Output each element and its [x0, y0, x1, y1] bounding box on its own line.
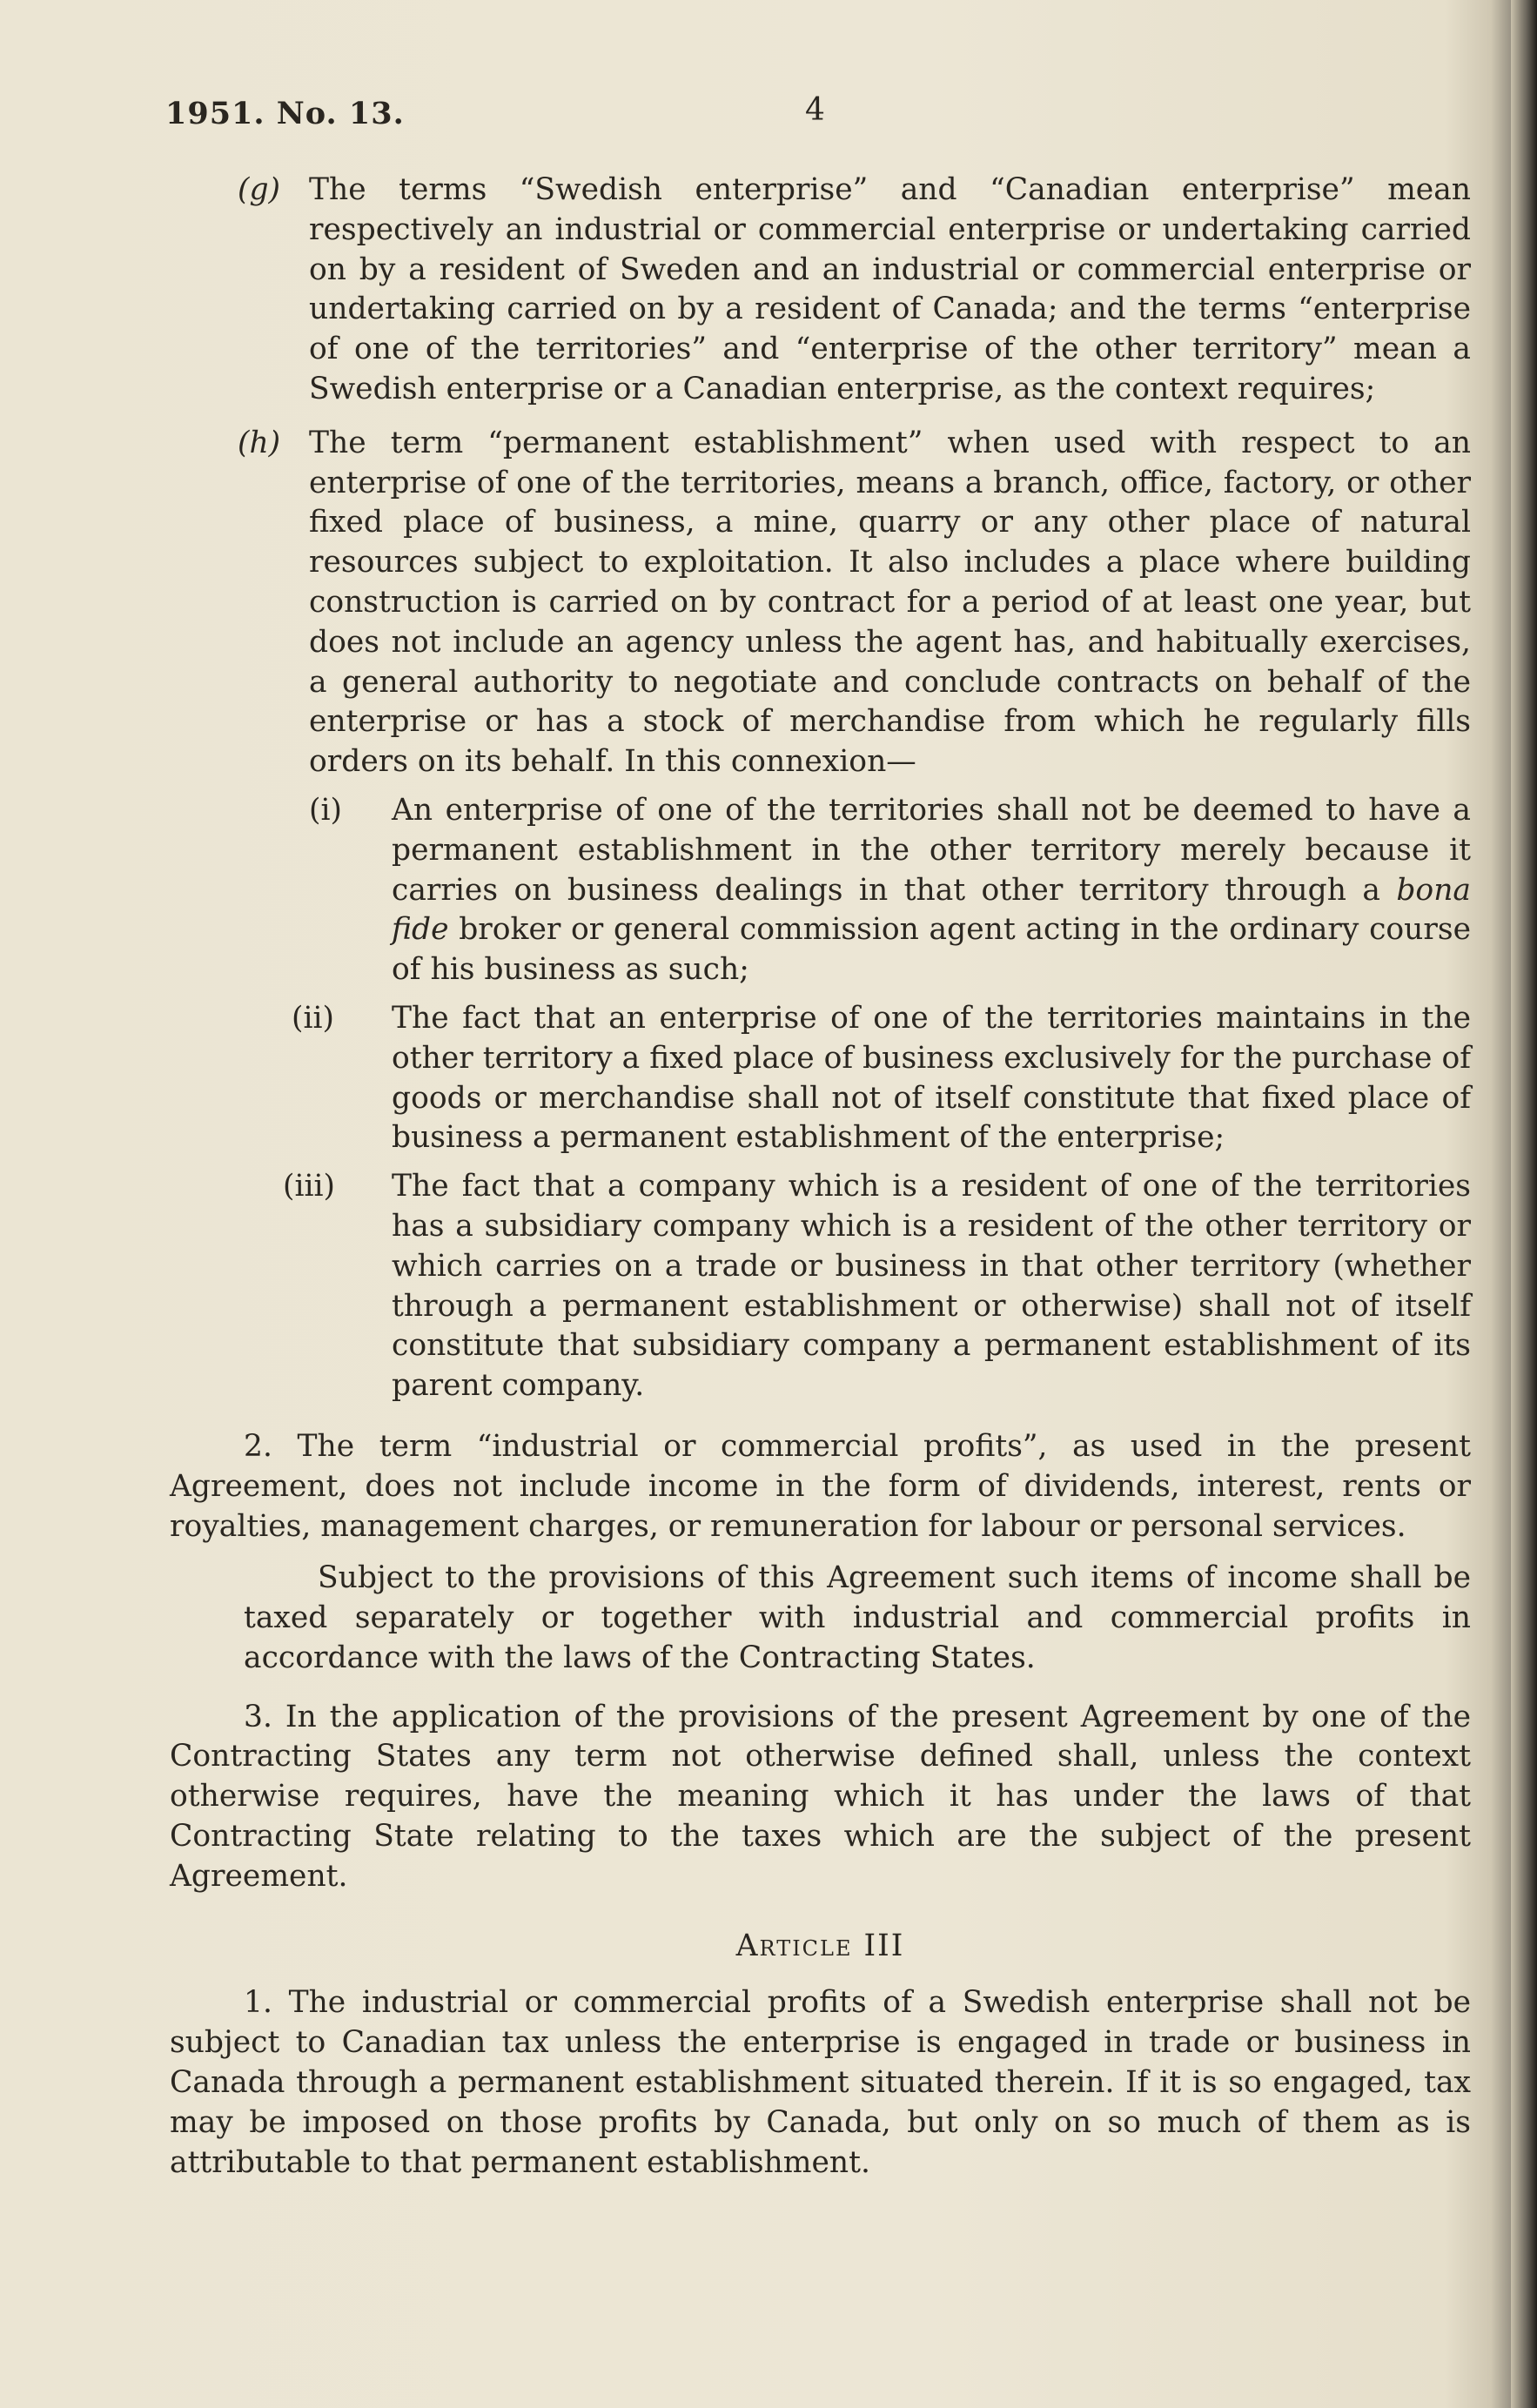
item-text: The terms “Swedish enterprise” and “Canadian enterprise” mean respectively an industrial or commercial enterprise or undertaking carried on by a resident of Sweden and an industrial or commercial enterprise or undertaking carried on by a resident of Canada; and the terms “enterprise of one of the territories” and “enterprise of the other territory” mean a Swedish enterprise or a Canadian enterprise, as the context requires; [309, 172, 1471, 406]
definition-item-h [170, 424, 1471, 1406]
item-text: The term “permanent establishment” when used with respect to an enterprise of one of the territories, means a branch, office, factory, or other fixed place of business, a mine, quarry or any other place of natural resources subject to exploitation. It also includes a place where building construction is carried on by contract for a period of at least one year, but does not include an agency unless the agent has, and habitually exercises, a general authority to negotiate and conclude contracts on behalf of the enterprise or has a stock of merchandise from which he regularly fills orders on its behalf. In this connexion— [309, 425, 1471, 780]
document-body [170, 171, 1471, 2195]
article-heading: Article III [735, 1928, 905, 1963]
definition-item-g [170, 171, 1471, 410]
subitem-iii [170, 1167, 1471, 1406]
subitem-ii [170, 999, 1471, 1158]
article-paragraph-1: 1. The industrial or commercial profits of a Swedish enterprise shall not be subject to Canadian tax unless the enterprise is engaged in trade or business in Canada through a permanent establishment situated therein. If it is so engaged, tax may be imposed on those profits by Canada, but only on so much of them as is attributable to that permanent establishment. [170, 1985, 1471, 2180]
paragraph-3: 3. In the application of the provisions of the present Agreement by one of the Contracting States any term not otherwise defined shall, unless the context otherwise requires, have the meaning which it has under the laws of that Contracting State relating to the taxes which are the subject of the present Agreement. [170, 1699, 1471, 1894]
subitem-text: An enterprise of one of the territories shall not be deemed to have a permanent establishment in the other territory merely because it carries on business dealings in that other territory through a [392, 792, 1471, 908]
subitem-i [170, 791, 1471, 990]
subitem-text: The fact that a company which is a resident of one of the territories has a subsidiary company which is a resident of the other territory or which carries on a trade or business in that other territory (whether through a permanent establishment or otherwise) shall not of itself constitute that subsidiary company a permanent establishment of its parent company. [392, 1169, 1471, 1404]
page-number: 4 [805, 92, 826, 128]
document-reference: 1951. No. 13. [165, 96, 405, 131]
subitem-label: (i) [309, 792, 342, 828]
page-binding-edge [1511, 0, 1537, 2408]
paragraph-2: 2. The term “industrial or commercial profits”, as used in the present Agreement, does not include income in the form of dividends, interest, rents or royalties, management charges, or remuneration for labour or personal services. [170, 1428, 1471, 1544]
item-label: (h) [238, 425, 281, 460]
subitem-label: (ii) [292, 1000, 334, 1036]
subitem-text-cont: broker or general commission agent acting in the ordinary course of his business as such; [392, 912, 1471, 988]
paragraph-2-continued: Subject to the provisions of this Agreement such items of income shall be taxed separately or together with industrial and commercial profits in accordance with the laws of the Contracting States. [244, 1560, 1471, 1675]
item-label: (g) [238, 172, 281, 207]
subitem-text: The fact that an enterprise of one of the territories maintains in the other territory a fixed place of business exclusively for the purchase of goods or merchandise shall not of itself constitute that fixed place of business a permanent establishment of the enterprise; [392, 1000, 1471, 1156]
subitem-italic-text: bona fide [392, 872, 1471, 948]
subitem-label: (iii) [283, 1169, 336, 1204]
